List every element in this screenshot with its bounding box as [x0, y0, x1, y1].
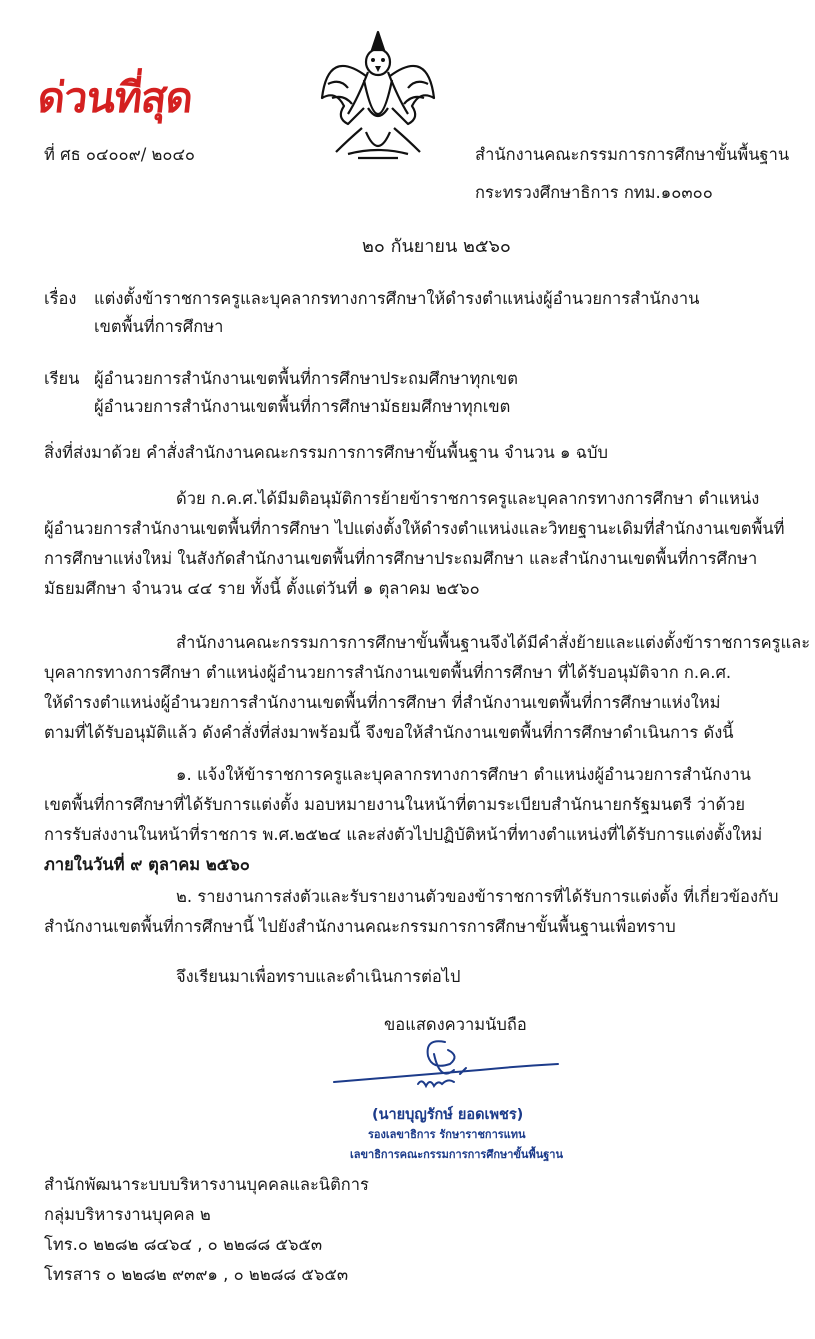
recipient-line-2: ผู้อำนวยการสำนักงานเขตพื้นที่การศึกษามัธยมศึกษาทุกเขต [94, 397, 511, 416]
recipient-label: เรียน [44, 369, 80, 388]
paragraph-2-line: ตามที่ได้รับอนุมัติแล้ว ดังคำสั่งที่ส่งมาพร้อมนี้ จึงขอให้สำนักงานเขตพื้นที่การศึกษาดำเนินการ ดังนี้ [44, 723, 734, 742]
paragraph-1-line: ผู้อำนวยการสำนักงานเขตพื้นที่การศึกษา ไปแต่งตั้งให้ดำรงตำแหน่งและวิทยฐานะเดิมที่สำนักงานเขตพื้นที่ [44, 519, 785, 538]
garuda-emblem-icon [318, 28, 438, 168]
document-date: ๒๐ กันยายน ๒๕๖๐ [362, 236, 511, 257]
item-1-line: เขตพื้นที่การศึกษาที่ได้รับการแต่งตั้ง มอบหมายงานในหน้าที่ตามระเบียบสำนักนายกรัฐมนตรี ว่าด้วย [44, 795, 746, 814]
signatory-position-2: เลขาธิการคณะกรรมการการศึกษาขั้นพื้นฐาน [350, 1148, 563, 1161]
enclosure: สิ่งที่ส่งมาด้วย คำสั่งสำนักงานคณะกรรมการการศึกษาขั้นพื้นฐาน จำนวน ๑ ฉบับ [44, 443, 608, 462]
agency-address: กระทรวงศึกษาธิการ กทม.๑๐๓๐๐ [475, 183, 713, 202]
footer-fax: โทรสาร ๐ ๒๒๘๒ ๙๓๙๑ , ๐ ๒๒๘๘ ๕๖๕๓ [44, 1265, 349, 1284]
closing-line: จึงเรียนมาเพื่อทราบและดำเนินการต่อไป [176, 967, 461, 986]
agency-name: สำนักงานคณะกรรมการการศึกษาขั้นพื้นฐาน [475, 145, 790, 164]
paragraph-1-line: มัธยมศึกษา จำนวน ๔๔ ราย ทั้งนี้ ตั้งแต่วันที่ ๑ ตุลาคม ๒๕๖๐ [44, 579, 480, 598]
subject-line-2: เขตพื้นที่การศึกษา [94, 317, 224, 336]
subject-label: เรื่อง [44, 289, 77, 308]
signature-scribble-icon [330, 1020, 560, 1105]
item-2-line: ๒. รายงานการส่งตัวและรับรายงานตัวของข้าราชการที่ได้รับการแต่งตั้ง ที่เกี่ยวข้องกับ [176, 887, 779, 906]
item-1-line: ๑. แจ้งให้ข้าราชการครูและบุคลากรทางการศึกษา ตำแหน่งผู้อำนวยการสำนักงาน [176, 765, 751, 784]
subject-line-1: แต่งตั้งข้าราชการครูและบุคลากรทางการศึกษาให้ดำรงตำแหน่งผู้อำนวยการสำนักงาน [94, 289, 700, 308]
document-number: ที่ ศธ ๐๔๐๐๙/ ๒๐๔๐ [44, 145, 196, 164]
paragraph-2-line: สำนักงานคณะกรรมการการศึกษาขั้นพื้นฐานจึงได้มีคำสั่งย้ายและแต่งตั้งข้าราชการครูและ [176, 633, 811, 652]
salutation: ขอแสดงความนับถือ [384, 1015, 527, 1034]
paragraph-1-line: การศึกษาแห่งใหม่ ในสังกัดสำนักงานเขตพื้นที่การศึกษาประถมศึกษา และสำนักงานเขตพื้นที่การศึกษา [44, 549, 758, 568]
signatory-position-1: รองเลขาธิการ รักษาราชการแทน [368, 1128, 526, 1141]
signatory-name: (นายบุญรักษ์ ยอดเพชร) [372, 1107, 524, 1123]
footer-phone: โทร.๐ ๒๒๘๒ ๘๔๖๔ , ๐ ๒๒๘๘ ๕๖๕๓ [44, 1235, 323, 1254]
footer-group: กลุ่มบริหารงานบุคคล ๒ [44, 1205, 211, 1224]
footer-office: สำนักพัฒนาระบบบริหารงานบุคคลและนิติการ [44, 1175, 369, 1194]
item-1-line: การรับส่งงานในหน้าที่ราชการ พ.ศ.๒๕๒๔ และส่งตัวไปปฏิบัติหน้าที่ทางตำแหน่งที่ได้รับการแต่งตั้งใหม่ [44, 825, 763, 844]
paragraph-1-line: ด้วย ก.ค.ศ.ได้มีมติอนุมัติการย้ายข้าราชการครูและบุคลากรทางการศึกษา ตำแหน่ง [176, 489, 760, 508]
item-1-deadline: ภายในวันที่ ๙ ตุลาคม ๒๕๖๐ [44, 855, 250, 874]
recipient-line-1: ผู้อำนวยการสำนักงานเขตพื้นที่การศึกษาประถมศึกษาทุกเขต [94, 369, 518, 388]
item-2-line: สำนักงานเขตพื้นที่การศึกษานี้ ไปยังสำนักงานคณะกรรมการการศึกษาขั้นพื้นฐานเพื่อทราบ [44, 917, 676, 936]
paragraph-2-line: บุคลากรทางการศึกษา ตำแหน่งผู้อำนวยการสำนักงานเขตพื้นที่การศึกษา ที่ได้รับอนุมัติจาก ก.ค.ศ. [44, 663, 732, 682]
urgency-stamp: ด่วนที่สุด [35, 73, 195, 122]
paragraph-2-line: ให้ดำรงตำแหน่งผู้อำนวยการสำนักงานเขตพื้นที่การศึกษา ที่สำนักงานเขตพื้นที่การศึกษาแห่งใหม่ [44, 693, 721, 712]
